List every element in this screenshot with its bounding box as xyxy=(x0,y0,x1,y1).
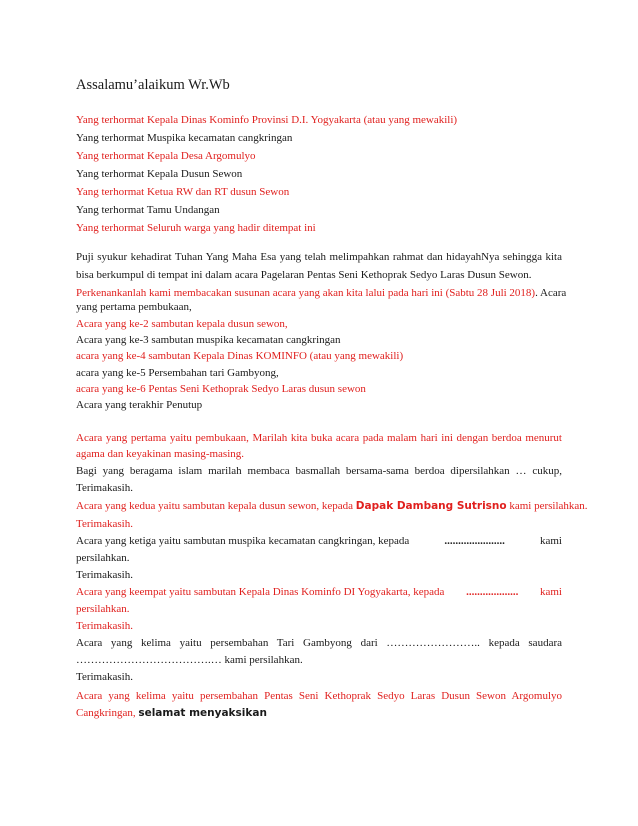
intro-highlight: Perkenankanlah kami membacakan susunan acara yang akan kita lalui pada hari ini (Sabtu 28 Juli 2018) xyxy=(76,287,536,299)
body-line xyxy=(76,706,562,720)
salutation-line: Yang terhormat Kepala Desa Argomulyo xyxy=(76,150,256,162)
body-line: Terimakasih. xyxy=(76,569,133,581)
body-text: kami xyxy=(539,535,562,547)
body-line: Acara yang pertama yaitu pembukaan, Marilah kita buka acara pada malam hari ini dengan berdoa menurut xyxy=(76,432,562,444)
body-line xyxy=(76,585,562,599)
salutation-line: Yang terhormat Kepala Dusun Sewon xyxy=(76,168,243,180)
body-line xyxy=(76,534,562,548)
agenda-item: Acara yang ke-3 sambutan muspika kecamatan cangkringan xyxy=(76,334,341,346)
body-line: Acara yang kelima yaitu persembahan Pentas Seni Kethoprak Sedyo Laras Dusun Sewon Argomulyo xyxy=(76,690,562,702)
salutation-line: Yang terhormat Muspika kecamatan cangkringan xyxy=(76,132,293,144)
agenda-item: Acara yang terakhir Penutup xyxy=(76,399,203,411)
body-line: Terimakasih. xyxy=(76,671,133,683)
salutation-line: Yang terhormat Seluruh warga yang hadir ditempat ini xyxy=(76,222,316,234)
body-line: Terimakasih. xyxy=(76,518,133,530)
agenda-item: acara yang ke-5 Persembahan tari Gambyong, xyxy=(76,367,279,379)
body-line: persilahkan. xyxy=(76,603,130,615)
salutation-line: Yang terhormat Ketua RW dan RT dusun Sewon xyxy=(76,186,290,198)
agenda-item: Acara yang ke-2 sambutan kepala dusun sewon, xyxy=(76,318,288,330)
body-line: agama dan keyakinan masing-masing. xyxy=(76,448,245,460)
intro-text: . Acara xyxy=(535,287,567,299)
body-line: Terimakasih. xyxy=(76,482,133,494)
body-text: kami persilahkan. xyxy=(506,500,588,512)
placeholder-dots: ................... xyxy=(466,586,519,598)
body-line xyxy=(76,499,588,513)
body-line: ……………………………….… kami persilahkan. xyxy=(76,654,303,666)
placeholder-dots: ...................... xyxy=(444,535,505,547)
body-line: Acara yang kelima yaitu persembahan Tari Gambyong dari …………………….. kepada saudara xyxy=(76,637,562,649)
agenda-item: acara yang ke-6 Pentas Seni Kethoprak Sedyo Laras dusun sewon xyxy=(76,383,366,395)
intro-line: yang pertama pembukaan, xyxy=(76,301,192,313)
body-line: Bagi yang beragama islam marilah membaca basmallah bersama-sama berdoa dipersilahkan … cukup, xyxy=(76,465,562,477)
agenda-item: acara yang ke-4 sambutan Kepala Dinas KOMINFO (atau yang mewakili) xyxy=(76,350,404,362)
intro-line: Puji syukur kehadirat Tuhan Yang Maha Esa yang telah melimpahkan rahmat dan hidayahNya sehingga kita xyxy=(76,251,562,263)
greeting: Assalamu’alaikum Wr.Wb xyxy=(76,77,230,93)
closing-phrase: selamat menyaksikan xyxy=(138,707,267,719)
salutation-line: Yang terhormat Kepala Dinas Kominfo Provinsi D.I. Yogyakarta (atau yang mewakili) xyxy=(76,114,458,126)
intro-line: bisa berkumpul di tempat ini dalam acara Pagelaran Pentas Seni Kethoprak Sedyo Laras Dusun Sewon. xyxy=(76,269,532,281)
body-text: Acara yang keempat yaitu sambutan Kepala Dinas Kominfo DI Yogyakarta, kepada xyxy=(76,586,445,598)
body-text: kami xyxy=(539,586,562,598)
salutation-line: Yang terhormat Tamu Undangan xyxy=(76,204,220,216)
body-text: Acara yang kedua yaitu sambutan kepala dusun sewon, kepada xyxy=(76,500,356,512)
intro-line xyxy=(76,286,567,300)
body-line: Terimakasih. xyxy=(76,620,133,632)
body-line: persilahkan. xyxy=(76,552,130,564)
body-text: Acara yang ketiga yaitu sambutan muspika kecamatan cangkringan, kepada xyxy=(76,535,410,547)
speaker-name: Dapak Dambang Sutrisno xyxy=(355,500,507,512)
body-text: Cangkringan, xyxy=(76,707,139,719)
